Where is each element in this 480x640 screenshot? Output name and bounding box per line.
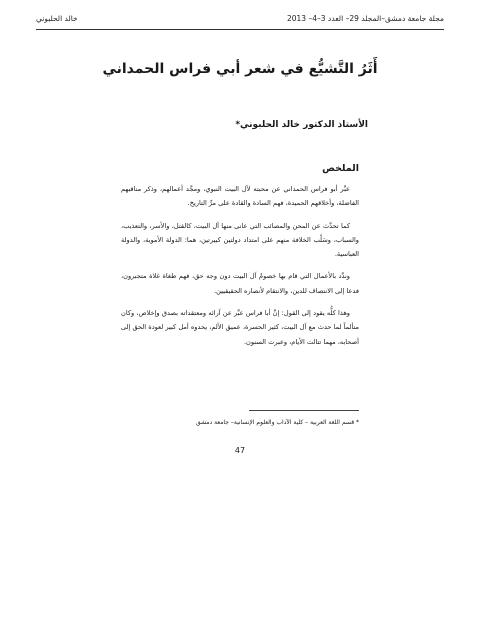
abstract-paragraph: وندَّد بالأعمال التي قام بها خصومُ آل البيت دون وجه حق، فهم طغاة غلاة متجبرون، فدعا إلى الانتصاف للدين، والانتقام لأنصاره الحقيقيين. [121,272,359,295]
abstract-paragraph: وهذا كلُّه يقود إلى القول: إنَّ أبا فراس عبَّر عن آرائه ومعتقداته بصدق وإخلاص، وكان متألماً لما حدث مع آل البيت، كثير الحسرة، عميق الألم، يحدوه أمل كبير لعودة الحق إلى أصحابه، مهما تتالت الأيام، وعبرت السنون. [121,309,359,346]
abstract-heading: الملخص [322,163,359,174]
header-rule [36,29,444,30]
abstract-body [121,182,359,357]
abstract-paragraph: كما تحدَّث عن المحن والمصائب التي عانى منها آل البيت، كالقتل، والأسر، والتعذيب، والسباب، وسَلْب الخلافة منهم على امتداد دولتين كبيرتين، هما: الدولة الأموية، والدولة العباسية. [121,221,359,259]
page-number: 47 [234,446,246,455]
running-header [36,14,444,28]
paper-title: أَثَرُ التَّشيُّع في شعر أبي فراس الحمداني [102,61,378,77]
author-line: الأستاذ الدكتور خالد الحلبوني* [235,120,368,130]
footnote: * قسم اللغة العربية – كلية الآداب والعلوم الإنسانية– جامعة دمشق [195,419,359,426]
header-journal-info: مجلة جامعة دمشق–المجلد 29– العدد 3–4– 2013 [286,14,444,23]
header-author-name: خالد الحلبوني [36,14,78,23]
abstract-paragraph: عبَّر أبو فراس الحمداني عن محبته لآل البيت النبوي، ومجَّد أعمالهم، وذكر مناقبهم الفاضلة، وأخلاقهم الحميدة، فهم السادة والقادة على مرِّ التاريخ. [121,185,359,208]
footnote-rule [249,410,359,411]
